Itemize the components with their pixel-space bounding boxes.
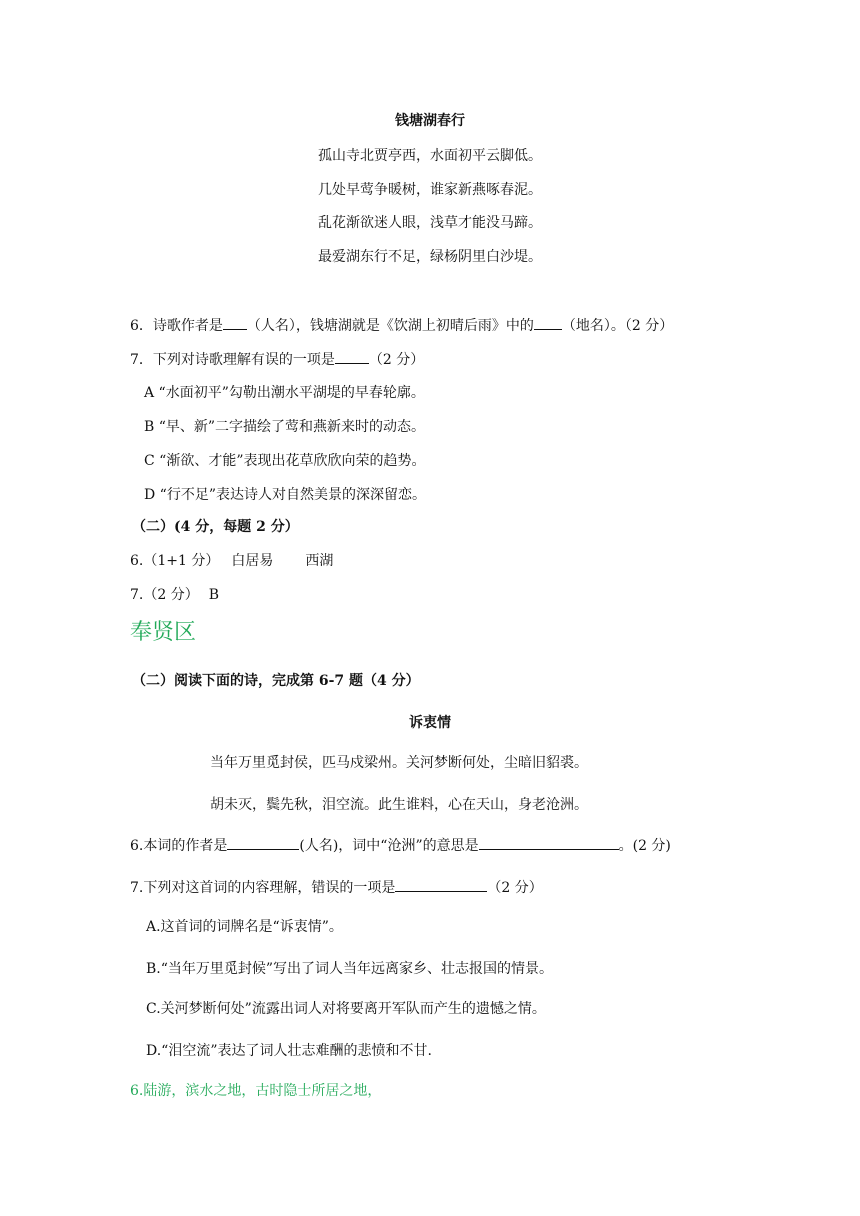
answer-6 — [130, 552, 333, 570]
poem-title: 诉衷情 — [409, 715, 451, 731]
answer-blank[interactable] — [534, 316, 562, 330]
answer-label: 7.（2 分） — [130, 587, 199, 603]
answer-value: B — [208, 587, 220, 603]
poem-line: 胡未灭，鬓先秋，泪空流。此生谁料，心在天山，身老沧洲。 — [210, 797, 588, 813]
question-text: (人名)，词中“沧洲”的意思是 — [299, 838, 479, 854]
question-text: 。(2 分) — [618, 838, 671, 854]
district-heading: 奉贤区 — [130, 620, 197, 645]
question-7 — [130, 350, 424, 369]
answer-value: 西湖 — [305, 553, 334, 569]
answer-blank[interactable] — [395, 878, 487, 892]
option-d: D.“泪空流”表达了词人壮志难酬的悲愤和不甘. — [146, 1043, 432, 1059]
question-text: 7．下列对诗歌理解有误的一项是 — [130, 352, 335, 368]
question-text: 7.下列对这首词的内容理解，错误的一项是 — [130, 880, 396, 896]
option-c: C “渐欲、才能”表现出花草欣欣向荣的趋势。 — [144, 453, 426, 469]
section-intro: （二）阅读下面的诗，完成第 6-7 题（4 分） — [132, 673, 420, 689]
question-7 — [130, 878, 543, 897]
answer-label: 6.（1+1 分） — [130, 553, 220, 569]
question-score: （2 分） — [487, 880, 543, 896]
question-text: （地名）。（2 分） — [561, 318, 674, 334]
option-b: B “早、新”二字描绘了莺和燕新来时的动态。 — [144, 419, 426, 435]
option-a: A “水面初平”勾勒出潮水平湖堤的早春轮廓。 — [144, 385, 425, 401]
poem-line: 乱花渐欲迷人眼，浅草才能没马蹄。 — [318, 215, 542, 231]
answer-blank[interactable] — [223, 316, 247, 330]
poem-line: 孤山寺北贾亭西，水面初平云脚低。 — [318, 148, 542, 164]
option-b: B.“当年万里觅封候”写出了词人当年远离家乡、壮志报国的情景。 — [146, 961, 554, 977]
option-c: C.关河梦断何处”流露出词人对将要离开军队而产生的遗憾之情。 — [146, 1001, 546, 1017]
question-score: （2 分） — [368, 352, 425, 368]
poem-title: 钱塘湖春行 — [395, 113, 465, 129]
answer-value: 白居易 — [231, 553, 274, 569]
poem-line: 当年万里觅封侯，匹马戍梁州。关河梦断何处，尘暗旧貂裘。 — [210, 755, 588, 771]
question-text: （人名），钱塘湖就是《饮湖上初晴后雨》中的 — [246, 318, 534, 334]
question-6 — [130, 836, 671, 855]
question-text: 6．诗歌作者是 — [130, 318, 223, 334]
poem-line: 几处早莺争暖树，谁家新燕啄春泥。 — [318, 182, 542, 198]
answer-blank[interactable] — [335, 350, 369, 364]
answer-6: 6.陆游，滨水之地，古时隐士所居之地， — [130, 1083, 382, 1099]
option-a: A.这首词的词牌名是“诉衷情”。 — [146, 919, 343, 935]
answer-7 — [130, 586, 219, 604]
option-d: D “行不足”表达诗人对自然美景的深深留恋。 — [144, 487, 426, 503]
poem-line: 最爱湖东行不足，绿杨阴里白沙堤。 — [318, 249, 542, 265]
answer-heading: （二）(4 分，每题 2 分） — [132, 519, 299, 535]
question-text: 6.本词的作者是 — [130, 838, 228, 854]
answer-blank[interactable] — [227, 836, 299, 850]
question-6 — [130, 316, 673, 335]
answer-blank[interactable] — [479, 836, 619, 850]
